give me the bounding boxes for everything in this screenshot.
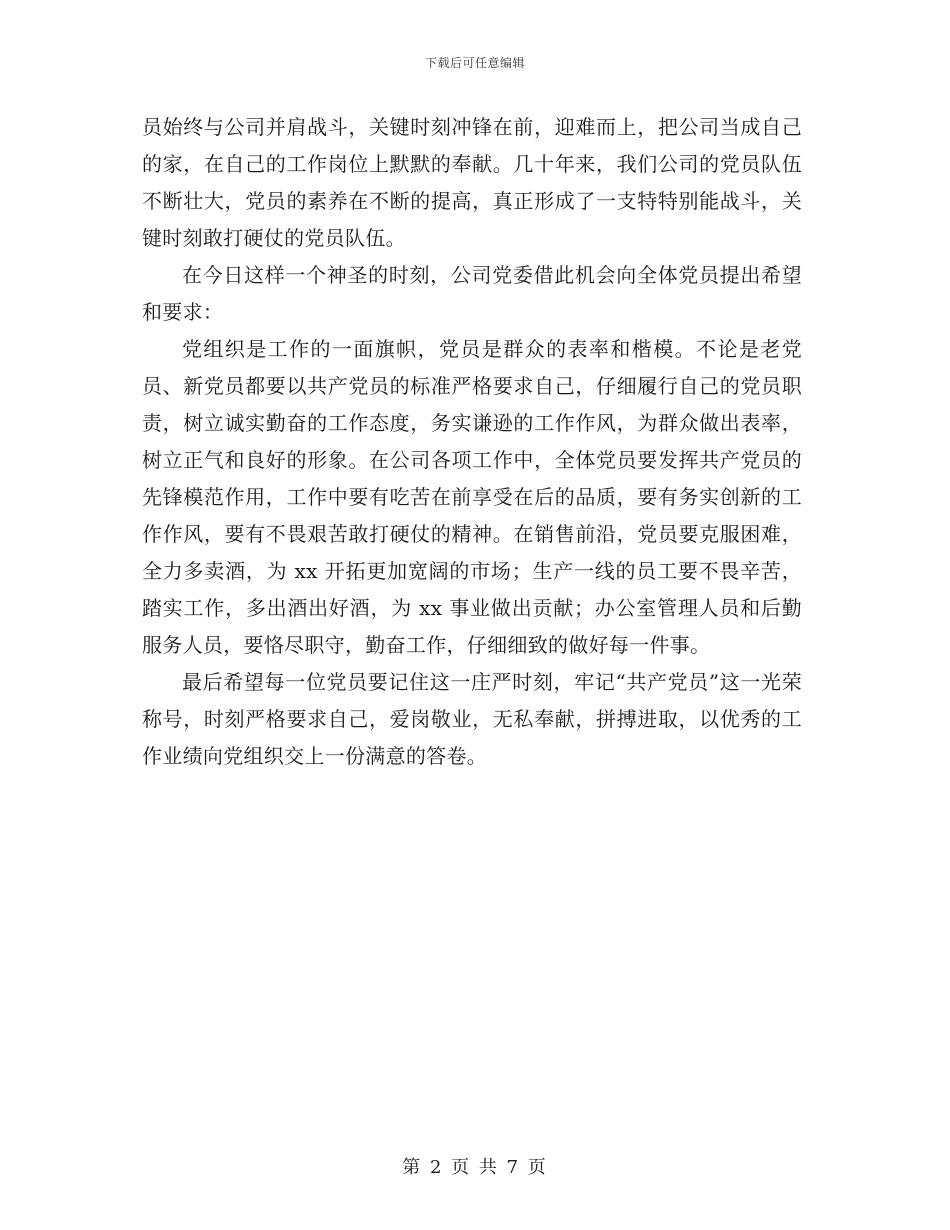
page-header-note: 下载后可任意编辑 bbox=[424, 56, 525, 70]
paragraph-continuation: 员始终与公司并肩战斗，关键时刻冲锋在前，迎难而上，把公司当成自己的家，在自己的工作岗位上默默的奉献。几十年来，我们公司的党员队伍不断壮大，党员的素养在不断的提高，真正形成了一支特特别能战斗，关键时刻敢打硬仗的党员队伍。 bbox=[142, 115, 802, 250]
paragraph-request-intro: 在今日这样一个神圣的时刻，公司党委借此机会向全体党员提出希望和要求： bbox=[142, 263, 802, 324]
paragraph-party-role: 党组织是工作的一面旗帜，党员是群众的表率和楷模。不论是老党员、新党员都要以共产党员的标准严格要求自己，仔细履行自己的党员职责，树立诚实勤奋的工作态度，务实谦逊的工作作风，为群众做出表率，树立正气和良好的形象。在公司各项工作中，全体党员要发挥共产党员的先锋模范作用，工作中要有吃苦在前享受在后的品质，要有务实创新的工作作风，要有不畏艰苦敢打硬仗的精神。在销售前沿，党员要克服困难，全力多卖酒，为 xx 开拓更加宽阔的市场；生产一线的员工要不畏辛苦，踏实工作，多出酒出好酒，为 xx 事业做出贡献；办公室管理人员和后勤服务人员，要恪尽职守，勤奋工作，仔细细致的做好每一件事。 bbox=[142, 337, 802, 657]
document-body bbox=[142, 109, 802, 775]
paragraph-closing-wish: 最后希望每一位党员要记住这一庄严时刻，牢记“共产党员”这一光荣称号，时刻严格要求自己，爱岗敬业，无私奉献，拼搏进取，以优秀的工作业绩向党组织交上一份满意的答卷。 bbox=[142, 670, 802, 768]
page-number-footer: 第 2 页 共 7 页 bbox=[402, 1157, 548, 1178]
